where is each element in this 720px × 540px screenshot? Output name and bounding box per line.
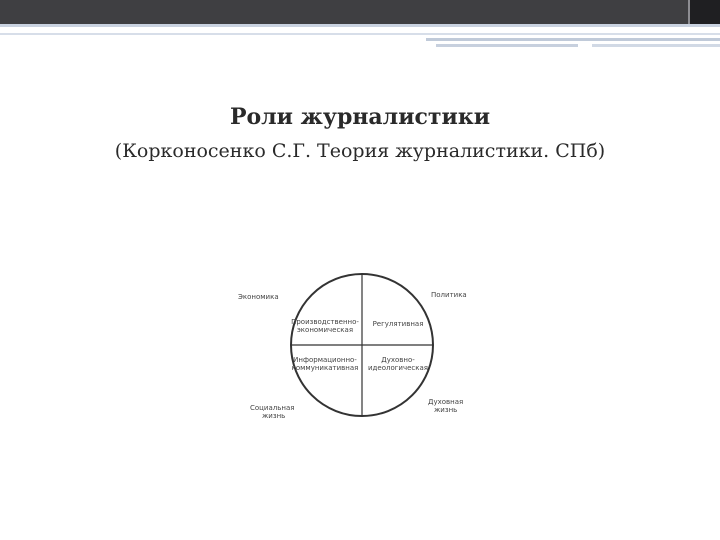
quadrant-text: Духовно- bbox=[381, 356, 415, 364]
slide-subtitle: (Корконосенко С.Г. Теория журналистики. СПб) bbox=[114, 140, 606, 162]
quadrant-text: экономическая bbox=[296, 326, 354, 334]
label-social-life-2: жизнь bbox=[262, 412, 286, 420]
quadrant-text: Регулятивная bbox=[372, 320, 424, 328]
quadrant-text: Информационно- bbox=[293, 356, 357, 364]
label-politics: Политика bbox=[431, 291, 467, 299]
quadrant-text: коммуникативная bbox=[291, 364, 359, 372]
decor-line bbox=[426, 38, 720, 41]
decor-line bbox=[0, 24, 720, 27]
title-bar-decoration bbox=[0, 0, 720, 24]
quadrant-spiritual-ideological bbox=[365, 356, 431, 372]
quadrant-text: идеологическая bbox=[368, 364, 428, 372]
quadrant-production-economic bbox=[290, 318, 360, 334]
decor-line bbox=[592, 44, 720, 47]
label-social-life-1: Социальная bbox=[250, 404, 295, 412]
quadrant-regulative bbox=[365, 320, 431, 328]
roles-diagram bbox=[230, 270, 490, 430]
quadrant-information-communicative bbox=[290, 356, 360, 372]
slide-title: Роли журналистики bbox=[229, 104, 491, 130]
decor-line bbox=[436, 44, 578, 47]
title-bar-corner bbox=[690, 0, 720, 24]
quadrant-text: Производственно- bbox=[291, 318, 359, 326]
label-economy: Экономика bbox=[238, 293, 279, 301]
decor-line bbox=[0, 33, 720, 35]
label-spiritual-life-1: Духовная bbox=[428, 398, 464, 406]
label-spiritual-life-2: жизнь bbox=[434, 406, 458, 414]
